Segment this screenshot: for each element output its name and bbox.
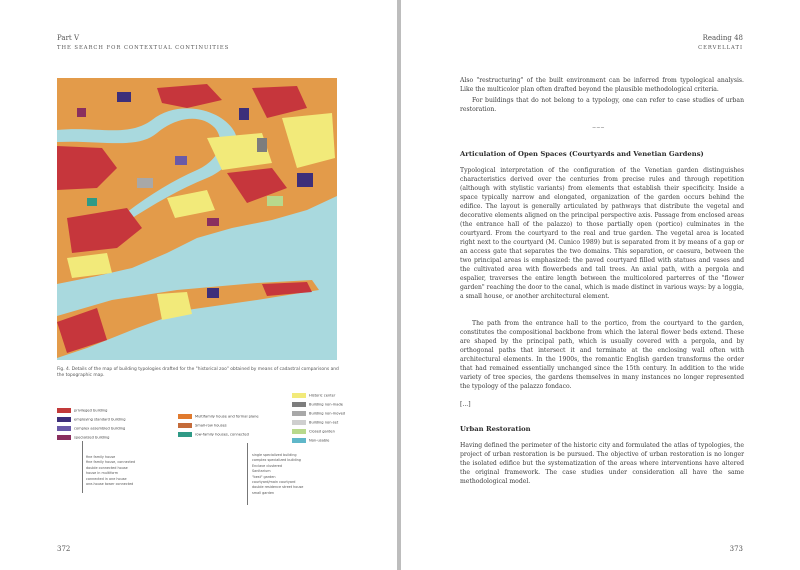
legend-label: Building non-made	[309, 402, 343, 407]
legend-label: complex assembled building	[74, 426, 126, 431]
legend-label: Small-row houses	[195, 423, 227, 428]
legend-swatch	[57, 417, 71, 422]
legend-label: Building non-set	[309, 420, 339, 425]
legend-item	[292, 402, 343, 408]
legend-subitem: fine family house, connected	[86, 460, 136, 465]
page-number-right: 373	[729, 545, 743, 553]
ellipsis: [...]	[460, 401, 471, 408]
legend-bracket	[247, 443, 248, 505]
legend-subitem: fine family house	[86, 455, 116, 459]
legend-label: Closed garden	[309, 429, 335, 434]
figure-caption: Fig. 4. Details of the map of building typologies drafted for the "historical zoo" obtained by means of cadastral comparisons and the topographic map.	[57, 367, 339, 379]
legend-subitem: courtyard/main courtyard	[252, 480, 296, 485]
legend-item	[292, 420, 338, 426]
legend-subitem: single specialized building	[252, 453, 297, 457]
legend-item	[57, 435, 109, 441]
legend-subitem: Enclave clustered	[252, 463, 283, 468]
legend-swatch	[57, 408, 71, 413]
legend-sublist-a	[86, 455, 135, 487]
paragraph: Typological interpretation of the configuration of the Venetian garden distinguishes characteristics derived over the centuries from precise rules and through repetition (although with stylistic variants) from elements that establish their specificity. Inside a space typically narrow and elongated, organization of the garden occurs behind the edifice. The layout is generally articulated by pathways that distribute the vegetal and decorative elements aligned on the principal perspective axis. Passage from enclosed areas (the entrance hall of the palazzo) to those partially open (portico) culminates in the courtyard. From the courtyard to the real and true garden. The vegetal area is located right next to the courtyard (M. Cunico 1989) but is separated from it by means of a gap or an access gate that separates the two domains. This separation, or caesura, between the two principal areas is emphasized: the paved courtyard filled with statues and vases and the cultivated area with flowerbeds and tall trees. An axial path, with a pergola and espalier, traverses the entire length between the multicolored parterres of the "flower garden" reaching the door to the canal, which is made distinct in various ways: by a loggia, a small house, or another architectural element.	[460, 167, 744, 300]
running-header-subtitle: THE SEARCH FOR CONTEXTUAL CONTINUITIES	[57, 45, 230, 51]
legend-label: employing standard building	[74, 417, 126, 422]
running-header-author: CERVELLATI	[698, 45, 743, 51]
legend-swatch	[178, 432, 192, 437]
legend-item	[292, 393, 335, 399]
legend-subitem: complex specialized building	[252, 458, 301, 463]
section-ornament: ~~~	[592, 125, 605, 131]
legend-swatch	[292, 429, 306, 434]
legend-subitem: double connected house	[86, 465, 128, 470]
legend-item	[57, 426, 125, 432]
legend-subitem: Sanitarium	[252, 469, 271, 474]
venice-typology-map	[57, 78, 337, 360]
legend-subitem: small garden	[252, 490, 275, 495]
legend-item	[292, 438, 329, 444]
legend-bracket	[82, 441, 83, 493]
legend-swatch	[292, 393, 306, 398]
legend-swatch	[57, 435, 71, 440]
legend-item	[57, 408, 107, 414]
legend-label: row-family houses, connected	[195, 432, 249, 437]
legend-swatch	[292, 420, 306, 425]
map-graphic	[57, 78, 337, 360]
legend-swatch	[178, 423, 192, 428]
legend-label: privileged building	[74, 408, 108, 413]
legend-item	[178, 432, 249, 438]
legend-subitem: "best" garden	[252, 474, 276, 479]
legend-label: Non-usable	[309, 438, 330, 443]
legend-subitem: connected in one house	[86, 476, 127, 481]
legend-sublist-b	[252, 453, 303, 496]
running-header-part: Part V	[57, 34, 80, 42]
legend-swatch	[292, 402, 306, 407]
paragraph: For buildings that do not belong to a typology, one can refer to case studies of urban restoration.	[460, 97, 744, 113]
legend-item	[178, 414, 259, 420]
legend-swatch	[292, 411, 306, 416]
legend-label: Building non-moved	[309, 411, 346, 416]
page-number-left: 372	[57, 545, 71, 553]
running-header-reading: Reading 48	[702, 34, 743, 42]
legend-label: Historic center	[309, 393, 336, 398]
section-heading: Articulation of Open Spaces (Courtyards and Venetian Gardens)	[460, 150, 704, 158]
legend-label: Multifamily house and formal plane	[195, 414, 259, 419]
legend-subitem: one-house tower connected	[86, 482, 134, 487]
legend-swatch	[178, 414, 192, 419]
legend-item	[178, 423, 227, 429]
legend-swatch	[57, 426, 71, 431]
legend-subitem: house in multiform	[86, 471, 119, 476]
legend-item	[292, 411, 345, 417]
legend-item	[292, 429, 335, 435]
paragraph: The path from the entrance hall to the portico, from the courtyard to the garden, constitutes the compositional backbone from which the lateral flower beds extend. These are shaped by the principal path, which is usually covered with a pergola, and by orthogonal paths that intersect it and terminate at the enclosing wall often with architectural elements. In the 1900s, the romantic English garden transforms the order that had remained essentially unchanged since the 15th century. In addition to the wide variety of tree species, the gardens themselves in many instances no longer represented the typology of the palazzo fondaco.	[460, 320, 744, 390]
legend-swatch	[292, 438, 306, 443]
legend-item	[57, 417, 126, 423]
legend-subitem: double residence street house	[252, 485, 304, 490]
section-heading: Urban Restoration	[460, 425, 531, 433]
paragraph: Also "restructuring" of the built environment can be inferred from typological analysis. Like the multicolor plan often drafted beyond the plausible methodological criteria.	[460, 77, 744, 93]
paragraph: Having defined the perimeter of the historic city and formulated the atlas of typologies, the project of urban restoration is be pursued. The objective of urban restoration is no longer the isolated edifice but the systematization of the areas where interventions have altered the original framework. The case studies under consideration all have the same methodological model.	[460, 442, 744, 485]
legend-label: specialized building	[74, 435, 110, 440]
